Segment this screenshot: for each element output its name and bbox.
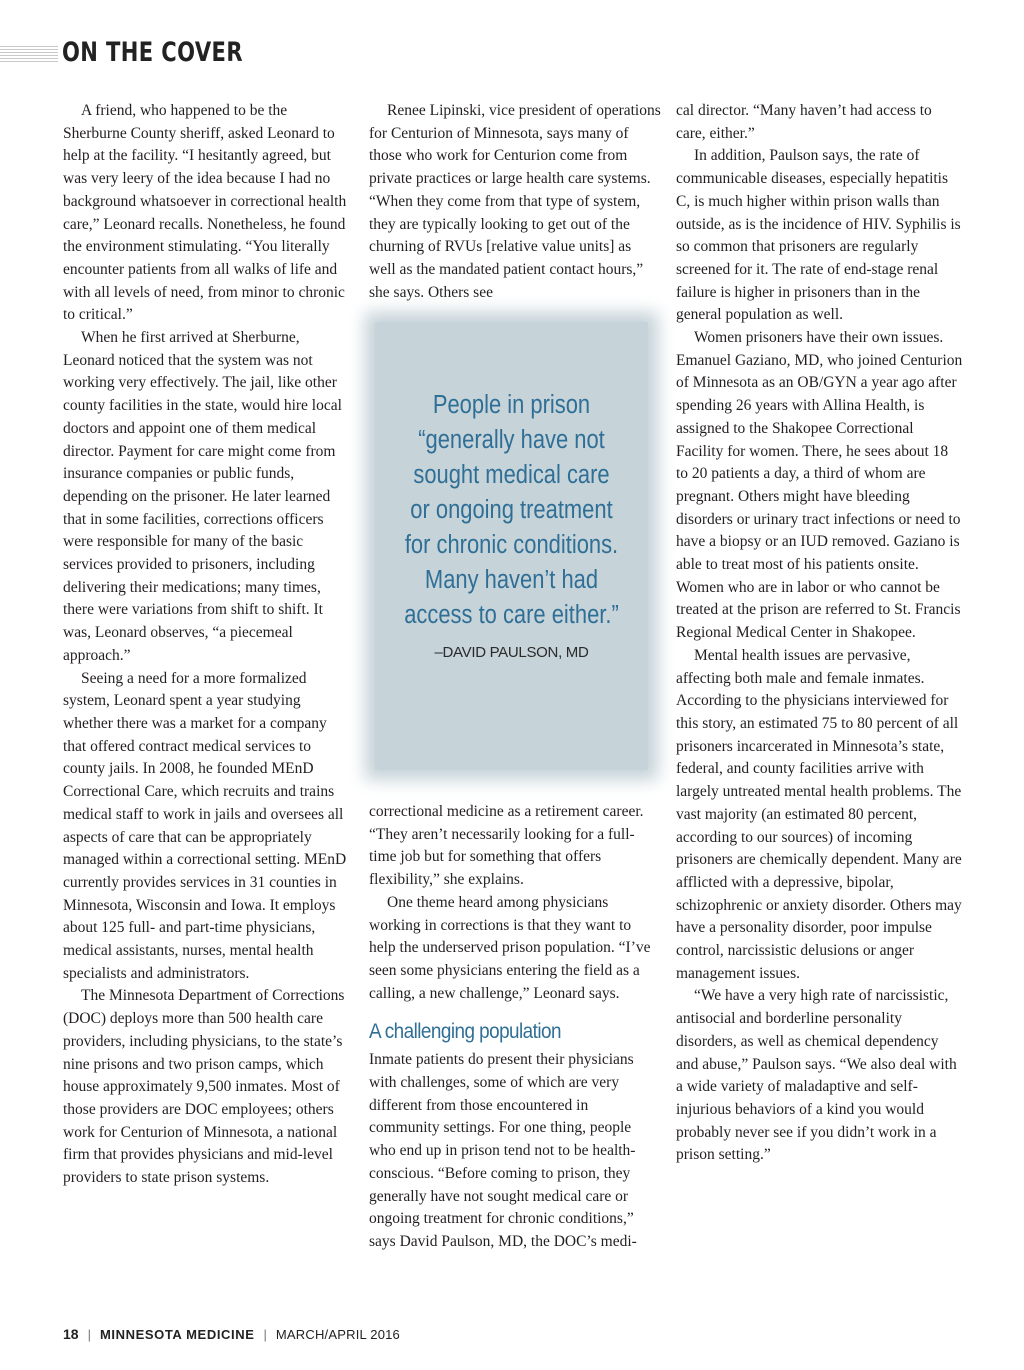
paragraph: “We have a very high rate of narcissistic, antisocial and borderline personality disorders, as well as chemical dependency and abuse,” Paulson says. “We also deal with a wide variety of maladaptive and self-injurious behaviors of a kind you would probably never see if you didn’t work in a prison setting.”: [676, 987, 957, 1164]
article-column-1: [63, 100, 351, 1190]
pull-quote-line: sought medical care: [413, 461, 610, 489]
pull-quote-attribution: –DAVID PAULSON, MD: [434, 644, 589, 661]
paragraph: In addition, Paulson says, the rate of communicable diseases, especially hepatitis C, is much higher within prison walls than outside, as is the incidence of HIV. Syphilis is so common that prisoners are regularly screened for it. The rate of end-stage renal failure is higher in prisoners than in the general population as well.: [676, 147, 961, 324]
paragraph: Renee Lipinski, vice president of operations for Centurion of Minnesota, says many of those who work for Centurion come from private practices or large health care systems. “When they come from that type of system, they are typically looking to get out of the churning of RVUs [relative value units] as well as the mandated patient contact hours,” she says. Others see: [369, 102, 661, 301]
paragraph: cal director. “Many haven’t had access to care, either.”: [676, 102, 932, 142]
header-hatch-decoration: [0, 44, 58, 62]
magazine-name: MINNESOTA MEDICINE: [99, 1326, 255, 1342]
pull-quote-line: “generally have not: [418, 426, 605, 454]
pull-quote-text: [394, 388, 629, 633]
subheading: A challenging population: [369, 1020, 561, 1044]
pull-quote-line: or ongoing treatment: [410, 496, 613, 524]
paragraph: Women prisoners have their own issues. Emanuel Gaziano, MD, who joined Centurion of Minnesota as an OB/GYN a year ago after spending 26 years with Allina Health, is assigned to the Shakopee Correctional Facility for women. There, he sees about 18 to 20 patients a day, a third of whom are pregnant. Others might have bleeding disorders or urinary tract infections or need to have a biopsy or an IUD removed. Gaziano is able to treat most of his patients onsite. Women who are in labor or who cannot be treated at the prison are referred to St. Francis Regional Medical Center in Shakopee.: [676, 329, 963, 642]
article-column-2-lower: [369, 801, 661, 1254]
paragraph: The Minnesota Department of Corrections (DOC) deploys more than 500 health care providers, including physicians, to the state’s nine prisons and two prison camps, which house approximately 9,500 inmates. Most of those providers are DOC employees; others work for Centurion of Minnesota, a national firm that provides physicians and mid-level providers to state prison systems.: [63, 987, 345, 1187]
paragraph: Inmate patients do present their physicians with challenges, some of which are very different from those encountered in community settings. For one thing, people who end up in prison tend not to be health-conscious. “Before coming to prison, they generally have not sought medical care or ongoing treatment for chronic conditions,” says David Paulson, MD, the DOC’s medi-: [369, 1051, 637, 1250]
footer-divider: |: [263, 1326, 267, 1342]
paragraph: correctional medicine as a retirement career. “They aren’t necessarily looking for a full-time job but for something that offers flexibility,” she explains.: [369, 803, 644, 889]
paragraph: A friend, who happened to be the Sherburne County sheriff, asked Leonard to help at the facility. “I hesitantly agreed, but was very leery of the idea because I had no background whatsoever in correctional health care,” Leonard recalls. Nonetheless, he found the environment stimulating. “You literally encounter patients from all walks of life and with all levels of need, from minor to chronic to critical.”: [63, 102, 347, 324]
paragraph: Mental health issues are pervasive, affecting both male and female inmates. According to the physicians interviewed for this story, an estimated 75 to 80 percent of all prisoners incarcerated in Minnesota’s state, federal, and county facilities arrive with largely untreated mental health problems. The vast majority (an estimated 80 percent, according to our sources) of incoming prisoners are chemically dependent. Many are afflicted with a depressive, bipolar, schizophrenic or anxiety disorder. Others may have a personality disorder, poor impulse control, narcissistic delusions or anger management issues.: [676, 646, 962, 982]
pull-quote-line: for chronic conditions.: [404, 531, 619, 559]
page-number: 18: [63, 1326, 79, 1342]
paragraph: Seeing a need for a more formalized system, Leonard spent a year studying whether there was a market for a company that offered contract medical services to county jails. In 2008, he founded MEnD Correctional Care, which recruits and trains medical staff to work in jails and oversees all aspects of care that can be appropriately managed within a correctional setting. MEnD currently provides services in 31 counties in Minnesota, Wisconsin and Iowa. It employs about 125 full- and part-time physicians, medical assistants, nurses, mental health specialists and administrators.: [63, 669, 347, 982]
pull-quote-line: People in prison: [432, 391, 591, 419]
page-footer: [63, 1324, 400, 1344]
issue-date: MARCH/APRIL 2016: [275, 1326, 400, 1342]
pull-quote-line: access to care either.”: [404, 601, 619, 629]
section-header: [0, 36, 300, 70]
footer-divider: |: [87, 1326, 91, 1342]
paragraph: When he first arrived at Sherburne, Leonard noticed that the system was not working very effectively. The jail, like other county facilities in the state, would hire local doctors and appoint one of them medical director. Payment for care might come from insurance companies or public funds, depending on the prisoner. He later learned that in some facilities, corrections officers were responsible for many of the basic services provided to prisoners, including delivering their medications; many times, there were variations from shift to shift. It was, Leonard observes, “a piecemeal approach.”: [63, 329, 342, 664]
article-column-2-upper: [369, 100, 661, 304]
pull-quote: [375, 322, 648, 770]
article-column-3: [676, 100, 964, 1167]
section-title: ON THE COVER: [62, 37, 243, 68]
pull-quote-line: Many haven’t had: [424, 566, 599, 594]
paragraph: One theme heard among physicians working in corrections is that they want to help the underserved prison population. “I’ve seen some physicians entering the field as a calling, a new challenge,” Leonard says.: [369, 893, 651, 1002]
